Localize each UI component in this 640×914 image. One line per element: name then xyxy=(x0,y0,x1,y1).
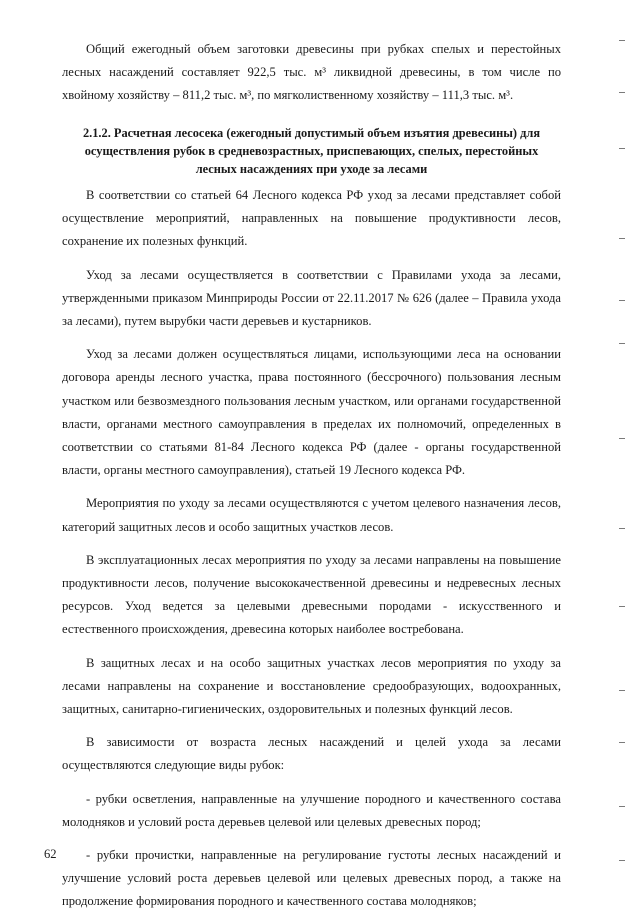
page-number: 62 xyxy=(44,847,57,861)
scan-margin-mark xyxy=(619,690,625,691)
scan-margin-mark xyxy=(619,92,625,93)
scan-margin-mark xyxy=(619,860,625,861)
scan-margin-mark xyxy=(619,300,625,301)
scan-margin-mark xyxy=(619,148,625,149)
scan-margin-mark xyxy=(619,438,625,439)
list-item-1: - рубки осветления, направленные на улучшение породного и качественного состава молодняков и условий роста деревьев целевой или целевых древесных пород; xyxy=(62,791,561,829)
body-text xyxy=(62,184,561,914)
scan-margin-mark xyxy=(619,606,625,607)
section-heading-line-3: лесных насаждениях при уходе за лесами xyxy=(195,162,428,176)
paragraph-4: Мероприятия по уходу за лесами осуществляются с учетом целевого назначения лесов, категорий защитных лесов и особо защитных участков лесов. xyxy=(62,496,561,534)
scan-margin-mark xyxy=(619,238,625,239)
section-heading xyxy=(62,124,561,178)
scan-margin-mark xyxy=(619,528,625,529)
list-item-2: - рубки прочистки, направленные на регулирование густоты лесных насаждений и улучшение условий роста деревьев целевой или целевых древесных пород, а также на продолжение формирования породного и качественного состава молодняков; xyxy=(62,848,561,909)
intro-paragraph: Общий ежегодный объем заготовки древесины при рубках спелых и перестойных лесных насаждений составляет 922,5 тыс. м³ ликвидной древесины, в том числе по хвойному хозяйству – 811,2 тыс. м³, по мягколиственному хозяйству – 111,3 тыс. м³. xyxy=(62,42,561,103)
scan-margin-mark xyxy=(619,343,625,344)
paragraph-2: Уход за лесами осуществляется в соответствии с Правилами ухода за лесами, утвержденными приказом Минприроды России от 22.11.2017 № 626 (далее – Правила ухода за лесами), путем вырубки части деревьев и кустарников. xyxy=(62,267,561,329)
paragraph-7: В зависимости от возраста лесных насаждений и целей ухода за лесами осуществляются следующие виды рубок: xyxy=(62,735,561,773)
section-heading-line-2: осуществления рубок в средневозрастных, приспевающих, спелых, перестойных xyxy=(84,144,539,158)
scan-margin-mark xyxy=(619,806,625,807)
scan-margin-mark xyxy=(619,40,625,41)
scan-margin-mark xyxy=(619,742,625,743)
paragraph-1: В соответствии со статьей 64 Лесного кодекса РФ уход за лесами представляет собой осуществление мероприятий, направленных на повышение продуктивности лесов, сохранение их полезных функций. xyxy=(62,188,561,249)
section-heading-line-1: 2.1.2. Расчетная лесосека (ежегодный допустимый объем изъятия древесины) для xyxy=(82,126,541,140)
paragraph-5: В эксплуатационных лесах мероприятия по уходу за лесами направлены на повышение продуктивности лесов, получение высококачественной древесины и недревесных лесных ресурсов. Уход ведется за целевыми древесными породами - искусственного и естественного происхождения, древесина которых наиболее востребована. xyxy=(62,552,561,637)
paragraph-6: В защитных лесах и на особо защитных участках лесов мероприятия по уходу за лесами направлены на сохранение и восстановление средообразующих, водоохранных, защитных, санитарно-гигиенических, оздоровительных и полезных функций лесов. xyxy=(62,655,561,717)
paragraph-3: Уход за лесами должен осуществляться лицами, использующими леса на основании договора аренды лесного участка, права постоянного (бессрочного) пользования лесным участком или безвозмездного пользования лесным участком, или органами государственной власти, органами местного самоуправления в пределах их полномочий, определенных в соответствии со статьями 81-84 Лесного кодекса РФ (далее - органы государственной власти, органы местного самоуправления), статьей 19 Лесного кодекса РФ. xyxy=(62,347,561,478)
